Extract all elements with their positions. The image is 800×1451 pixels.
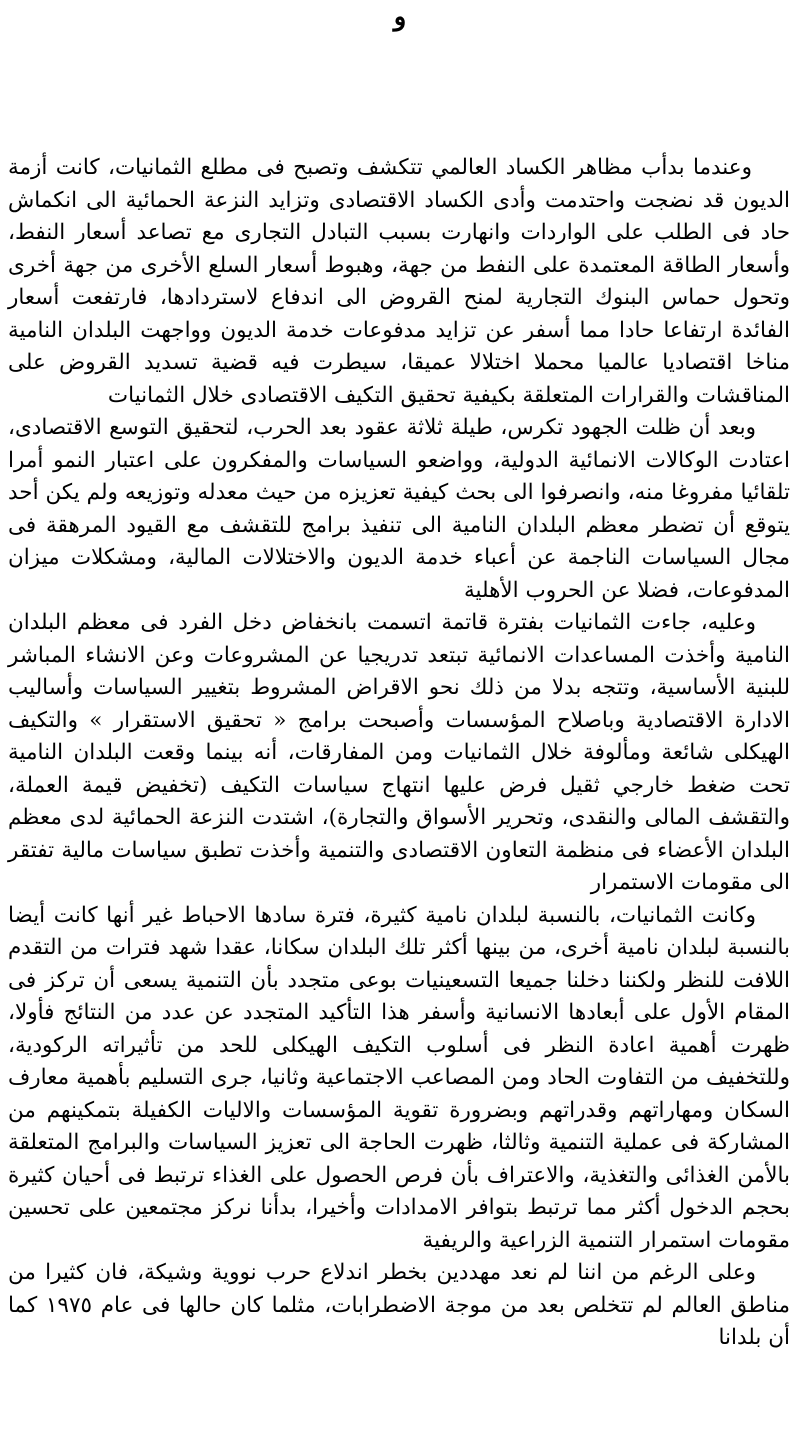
document-body — [8, 152, 790, 1355]
paragraph: وعندما بدأب مظاهر الكساد العالمي تتكشف وتصبح فى مطلع الثمانيات، كانت أزمة الديون قد نضجت واحتدمت وأدى الكساد الاقتصادى وتزايد النزعة الحمائية الى انكماش حاد فى الطلب على الواردات وانهارت بسبب التبادل التجارى مع تصاعد أسعار النفط، وأسعار الطاقة المعتمدة على النفط من جهة، وهبوط أسعار السلع الأخرى من جهة أخرى وتحول حماس البنوك التجارية لمنح القروض الى اندفاع لاستردادها، فارتفعت أسعار الفائدة ارتفاعا حادا مما أسفر عن تزايد مدفوعات خدمة الديون وواجهت البلدان النامية مناخا اقتصاديا عالميا محملا اختلالا عميقا، سيطرت فيه قضية تسديد القروض على المناقشات والقرارات المتعلقة بكيفية تحقيق التكيف الاقتصادى خلال الثمانيات — [8, 155, 790, 408]
paragraph: وبعد أن ظلت الجهود تكرس، طيلة ثلاثة عقود بعد الحرب، لتحقيق التوسع الاقتصادى، اعتادت الوكالات الانمائية الدولية، وواضعو السياسات والمفكرون على اعتبار النمو أمرا تلقائيا مفروغا منه، وانصرفوا الى بحث كيفية تعزيزه من حيث معدله وتوزيعه ولم يكن أحد يتوقع أن تضطر معظم البلدان النامية الى تنفيذ برامج للتقشف مع القيود المرهقة فى مجال السياسات الناجمة عن أعباء خدمة الديون والاختلالات المالية، ومشكلات ميزان المدفوعات، فضلا عن الحروب الأهلية — [8, 415, 790, 603]
page-marker: و — [393, 2, 407, 32]
paragraph: وكانت الثمانيات، بالنسبة لبلدان نامية كثيرة، فترة سادها الاحباط غير أنها كانت أيضا بالنسبة لبلدان نامية أخرى، من بينها أكثر تلك البلدان سكانا، عقدا شهد فترات من التقدم اللافت للنظر ولكننا دخلنا جميعا التسعينيات بوعى متجدد بأن التنمية يسعى أن تركز فى المقام الأول على أبعادها الانسانية وأسفر هذا التأكيد المتجدد عن عدد من النتائج فأولا، ظهرت أهمية اعادة النظر فى أسلوب التكيف الهيكلى للحد من تأثيراته الركودية، وللتخفيف من التفاوت الحاد ومن المصاعب الاجتماعية وثانيا، جرى التسليم بأهمية معارف السكان ومهاراتهم وقدراتهم وبضرورة تقوية المؤسسات والاليات الكفيلة بتمكينهم من المشاركة فى عملية التنمية وثالثا، ظهرت الحاجة الى تعزيز السياسات والبرامج المتعلقة بالأمن الغذائى والتغذية، والاعتراف بأن فرص الحصول على الغذاء ترتبط فى أحيان كثيرة بحجم الدخول أكثر مما ترتبط بتوافر الامدادات وأخيرا، بدأنا نركز مجتمعين على تحسين مقومات استمرار التنمية الزراعية والريفية — [8, 902, 790, 1253]
paragraph: وعلى الرغم من اننا لم نعد مهددين بخطر اندلاع حرب نووية وشيكة، فان كثيرا من مناطق العالم لم تتخلص بعد من موجة الاضطرابات، مثلما كان حالها فى عام ١٩٧٥ كما أن بلدانا — [8, 1260, 790, 1350]
paragraph: وعليه، جاءت الثمانيات بفترة قاتمة اتسمت بانخفاض دخل الفرد فى معظم البلدان النامية وأخذت المساعدات الانمائية تبتعد تدريجيا عن المشروعات وعن الانشاء المباشر للبنية الأساسية، وتتجه بدلا من ذلك نحو الاقراض المشروط بتغيير السياسات وأساليب الادارة الاقتصادية وباصلاح المؤسسات وأصبحت برامج « تحقيق الاستقرار » والتكيف الهيكلى شائعة ومألوفة خلال الثمانيات ومن المفارقات، أنه بينما وقعت البلدان النامية تحت ضغط خارجي ثقيل فرض عليها انتهاج سياسات التكيف (تخفيض قيمة العملة، والتقشف المالى والنقدى، وتحرير الأسواق والتجارة)، اشتدت النزعة الحمائية لدى معظم البلدان الأعضاء فى منظمة التعاون الاقتصادى والتنمية وأخذت تطبق سياسات مالية تفتقر الى مقومات الاستمرار — [8, 610, 790, 895]
